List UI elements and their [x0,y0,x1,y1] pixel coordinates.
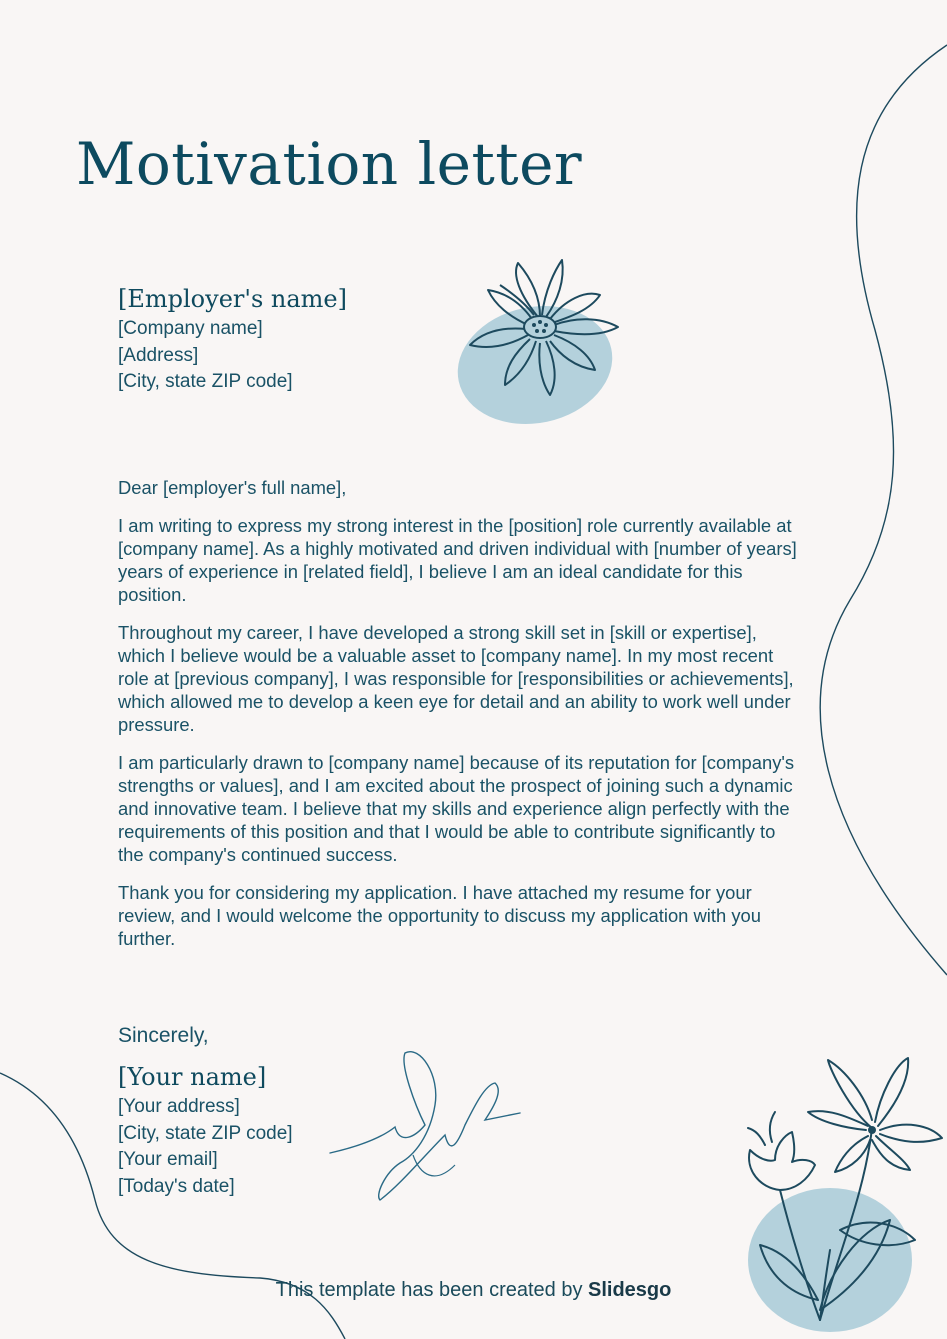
greeting: Dear [employer's full name], [118,477,347,498]
letter-paragraph: Thank you for considering my application. I have attached my resume for your review, and I would welcome the opportunity to discuss my application with you further. [118,882,761,949]
sender-line: [Your email] [118,1149,218,1170]
letter-paragraph: I am writing to express my strong interest in the [position] role currently available at [company name]. As a highly motivated and driven individual with [number of years] years of experience in [related field], I believe I am an ideal candidate for this position. [118,515,797,605]
template-credit [0,1276,947,1304]
sender-line: [City, state ZIP code] [118,1122,293,1144]
recipient-line: [City, state ZIP code] [118,371,293,392]
letter-paragraph: I am particularly drawn to [company name] because of its reputation for [company's strengths or values], and I am excited about the prospect of joining such a dynamic and innovative team. I believe that my skills and experience align perfectly with the requirements of this position and that I would be able to contribute significantly to the company's continued success. [118,752,795,865]
sender-line: [Your address] [118,1096,240,1117]
right-curve [820,45,947,975]
sender-block [118,1060,293,1200]
recipient-line: [Company name] [118,318,263,339]
flower-icon [450,255,630,425]
credit-brand[interactable]: Slidesgo [588,1279,672,1301]
sender-line: [Today's date] [118,1175,235,1197]
recipient-line: [Address] [118,344,199,366]
signature-icon [325,1045,525,1205]
credit-text: This template has been created by [275,1279,589,1301]
employer-name: [Employer's name] [118,285,347,313]
recipient-block [118,282,347,396]
page-title: Motivation letter [76,130,583,198]
closing: Sincerely, [118,1024,209,1047]
letter-body [118,476,798,965]
sender-name: [Your name] [118,1063,267,1091]
letter-paragraph: Throughout my career, I have developed a strong skill set in [skill or expertise], which I believe would be a valuable asset to [company name]. In my most recent role at [previous company], I was responsible for [responsibilities or achievements], which allowed me to develop a keen eye for detail and an ability to work well under pressure. [118,622,794,735]
